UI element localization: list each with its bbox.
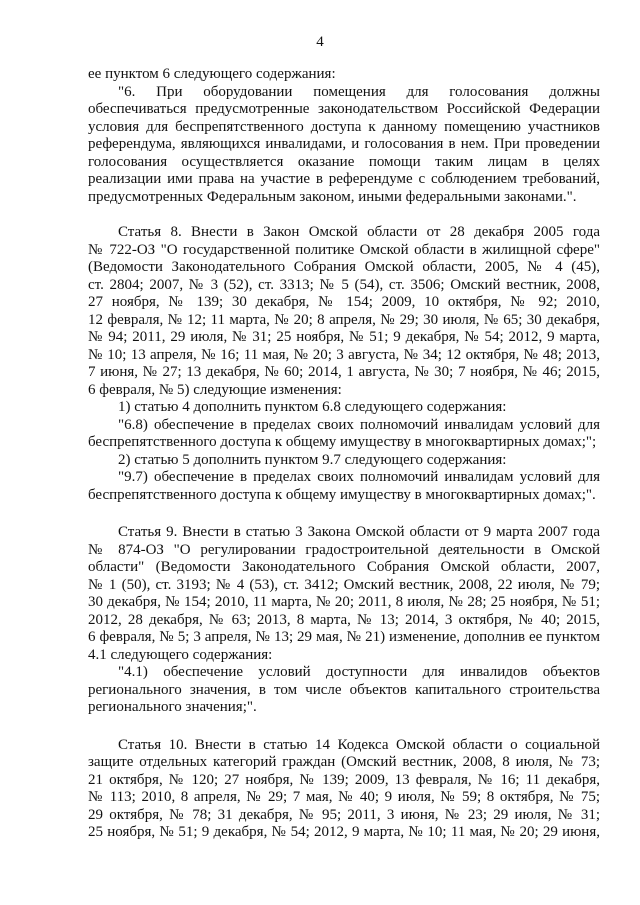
text-line: беспрепятственного доступа к общему имуществу в многоквартирных домах;". [88, 486, 596, 503]
text-line: 7 июня, № 27; 13 декабря, № 60; 2014, 1 августа, № 30; 7 ноября, № 46; 2015, [88, 364, 600, 380]
text-line: "6.8) обеспечение в пределах своих полномочий инвалидам условий для [118, 416, 600, 433]
text-line: № 94; 2011, 29 июля, № 31; 25 ноября, № 51; 9 декабря, № 54; 2012, 9 марта, [88, 329, 600, 345]
article-heading-line: Статья 10. Внести в статью 14 Кодекса Омской области о социальной [118, 736, 600, 753]
text-line: 6 февраля, № 5) следующие изменения: [88, 381, 342, 398]
text-line: ст. 2804; 2007, № 3 (52), ст. 3313; № 5 (54), ст. 3506; Омский вестник, 2008, [88, 276, 600, 293]
text-line: 4.1 следующего содержания: [88, 646, 273, 663]
text-line: "4.1) обеспечение условий доступности для инвалидов объектов [118, 664, 600, 680]
text-line: 12 февраля, № 12; 11 марта, № 20; 8 апреля, № 29; 30 июля, № 65; 30 декабря, [88, 311, 600, 328]
text-line: голосования осуществляется оказание помощи таким лицам в целях [88, 153, 600, 170]
text-line: ее пунктом 6 следующего содержания: [88, 66, 336, 82]
text-line: области" (Ведомости Законодательного Собрания Омской области, 2007, [88, 559, 600, 575]
document-body [88, 66, 600, 842]
text-line: 2012, 28 декабря, № 63; 2013, 8 марта, № 13; 2014, 3 октября, № 40; 2015, [88, 611, 600, 628]
article-heading-line: Статья 9. Внести в статью 3 Закона Омской области от 9 марта 2007 года [118, 524, 600, 540]
text-line: защите отдельных категорий граждан (Омский вестник, 2008, 8 июля, № 73; [88, 754, 600, 770]
text-line: условия для беспрепятственного доступа к данному помещению участников [88, 118, 600, 135]
text-line: беспрепятственного доступа к общему имуществу в многоквартирных домах;"; [88, 434, 597, 450]
text-line: 30 декабря, № 154; 2010, 11 марта, № 20; 2011, 8 июля, № 28; 25 ноября, № 51; [88, 594, 600, 610]
text-line: 25 ноября, № 51; 9 декабря, № 54; 2012, 9 марта, № 10; 11 мая, № 20; 29 июня, [88, 824, 600, 840]
text-line: 27 ноября, № 139; 30 декабря, № 154; 2009, 10 октября, № 92; 2010, [88, 294, 600, 310]
text-line: № 10; 13 апреля, № 16; 11 мая, № 20; 3 августа, № 34; 12 октября, № 48; 2013, [88, 346, 600, 363]
text-line: № 722-ОЗ "О государственной политике Омской области в жилищной сфере" [88, 241, 600, 258]
text-line: регионального значения;". [88, 699, 257, 715]
text-line: реализации ими права на участие в референдуме с соблюдением требований, [88, 171, 600, 187]
text-line: (Ведомости Законодательного Собрания Омской области, 2005, № 4 (45), [88, 259, 600, 275]
text-line: обеспечиваться предусмотренные законодательством Российской Федерации [88, 101, 600, 117]
text-line: № 113; 2010, 8 апреля, № 29; 7 мая, № 40; 9 июля, № 59; 8 октября, № 75; [88, 789, 600, 805]
text-line: "9.7) обеспечение в пределах своих полномочий инвалидам условий для [118, 469, 600, 485]
text-line: "6. При оборудовании помещения для голосования должны [118, 83, 600, 100]
text-line: предусмотренных Федеральным законом, иными федеральными законами.". [88, 188, 577, 205]
text-line: регионального значения, в том числе объектов капитального строительства [88, 681, 600, 698]
text-line: референдума, являющихся инвалидами, и голосования в нем. При проведении [88, 136, 600, 152]
article-heading-line: Статья 8. Внести в Закон Омской области от 28 декабря 2005 года [118, 224, 600, 240]
text-line: 29 октября, № 78; 31 декабря, № 95; 2011, 3 июня, № 23; 29 июля, № 31; [88, 806, 600, 823]
text-line: 1) статью 4 дополнить пунктом 6.8 следующего содержания: [118, 399, 507, 415]
text-line: 6 февраля, № 5; 3 апреля, № 13; 29 мая, № 21) изменение, дополнив ее пунктом [88, 629, 600, 645]
page-number: 4 [316, 34, 324, 50]
text-line: 21 октября, № 120; 27 ноября, № 139; 2009, 13 февраля, № 16; 11 декабря, [88, 771, 600, 788]
text-line: № 1 (50), ст. 3193; № 4 (53), ст. 3412; Омский вестник, 2008, 22 июля, № 79; [88, 576, 600, 593]
text-line: 2) статью 5 дополнить пунктом 9.7 следующего содержания: [118, 451, 507, 468]
text-line: № 874-ОЗ "О регулировании градостроительной деятельности в Омской [88, 541, 600, 558]
